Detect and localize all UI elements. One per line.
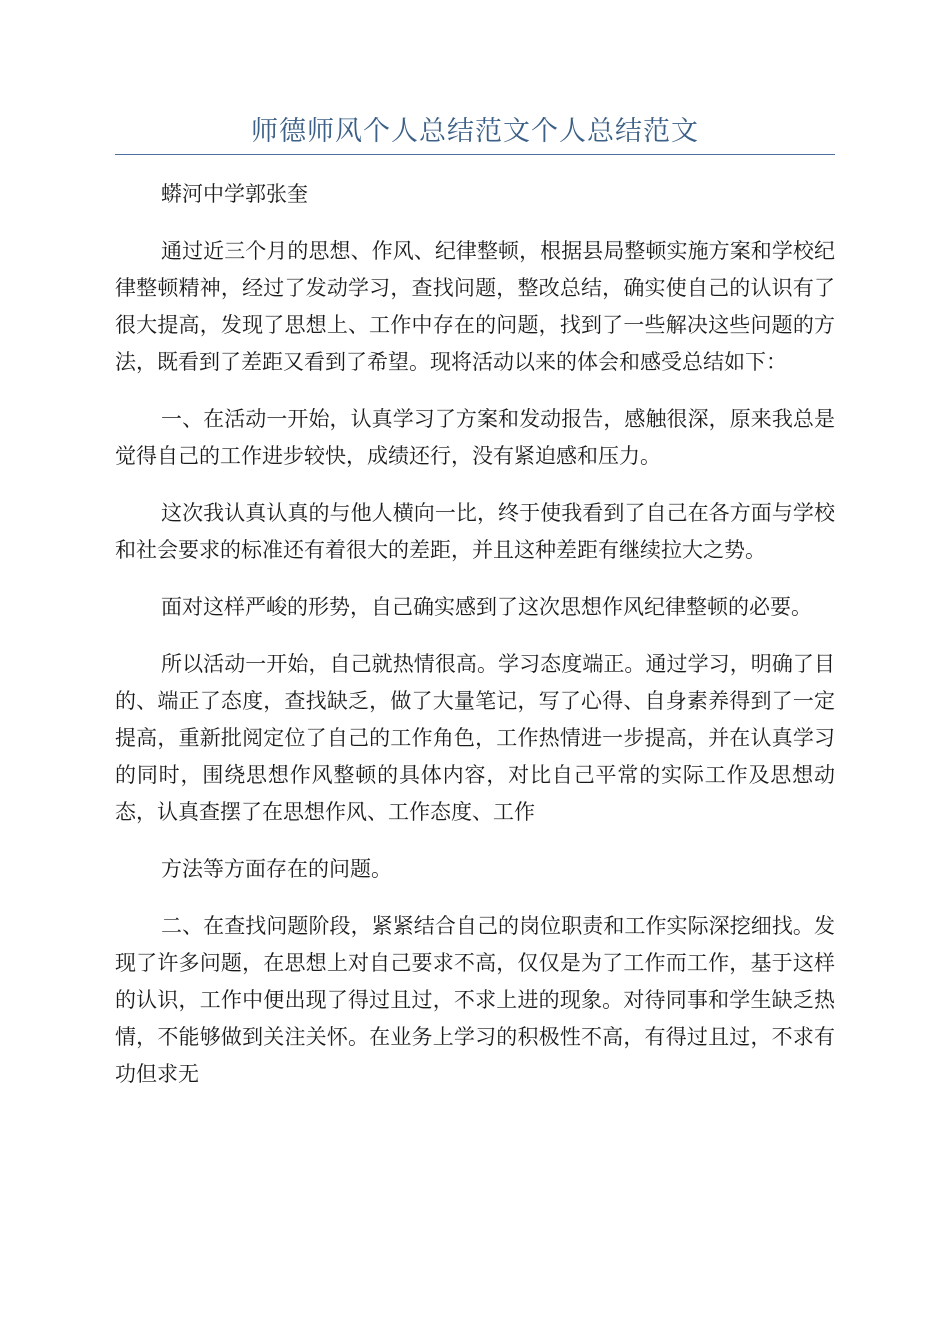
paragraph-section-two: 二、在查找问题阶段，紧紧结合自己的岗位职责和工作实际深挖细找。发现了许多问题，在思想上对自己要求不高，仅仅是为了工作而工作，基于这样的认识，工作中便出现了得过且过，不求上进的现象。对待同事和学生缺乏热情，不能够做到关注关怀。在业务上学习的积极性不高，有得过且过，不求有功但求无	[115, 914, 835, 1086]
document-title: 师德师风个人总结范文个人总结范文	[251, 116, 699, 147]
paragraph-section-one: 一、在活动一开始，认真学习了方案和发动报告，感触很深，原来我总是觉得自己的工作进步较快，成绩还行，没有紧迫感和压力。	[115, 407, 835, 468]
paragraph-intro: 通过近三个月的思想、作风、纪律整顿，根据县局整顿实施方案和学校纪律整顿精神，经过了发动学习，查找问题，整改总结，确实使自己的认识有了很大提高，发现了思想上、工作中存在的问题，找到了一些解决这些问题的方法，既看到了差距又看到了希望。现将活动以来的体会和感受总结如下：	[115, 239, 835, 374]
title-underline	[115, 154, 835, 155]
document-body	[115, 176, 835, 1113]
paragraph-study: 所以活动一开始，自己就热情很高。学习态度端正。通过学习，明确了目的、端正了态度，查找缺乏，做了大量笔记，写了心得、自身素养得到了一定提高，重新批阅定位了自己的工作角色，工作热情进一步提高，并在认真学习的同时，围绕思想作风整顿的具体内容，对比自己平常的实际工作及思想动态，认真查摆了在思想作风、工作态度、工作	[115, 652, 835, 824]
paragraph-methods: 方法等方面存在的问题。	[161, 857, 392, 881]
paragraph-necessity: 面对这样严峻的形势，自己确实感到了这次思想作风纪律整顿的必要。	[161, 595, 812, 619]
paragraph-comparison: 这次我认真认真的与他人横向一比，终于使我看到了自己在各方面与学校和社会要求的标准还有着很大的差距，并且这种差距有继续拉大之势。	[115, 501, 835, 562]
author-line: 蟒河中学郭张奎	[161, 182, 308, 206]
